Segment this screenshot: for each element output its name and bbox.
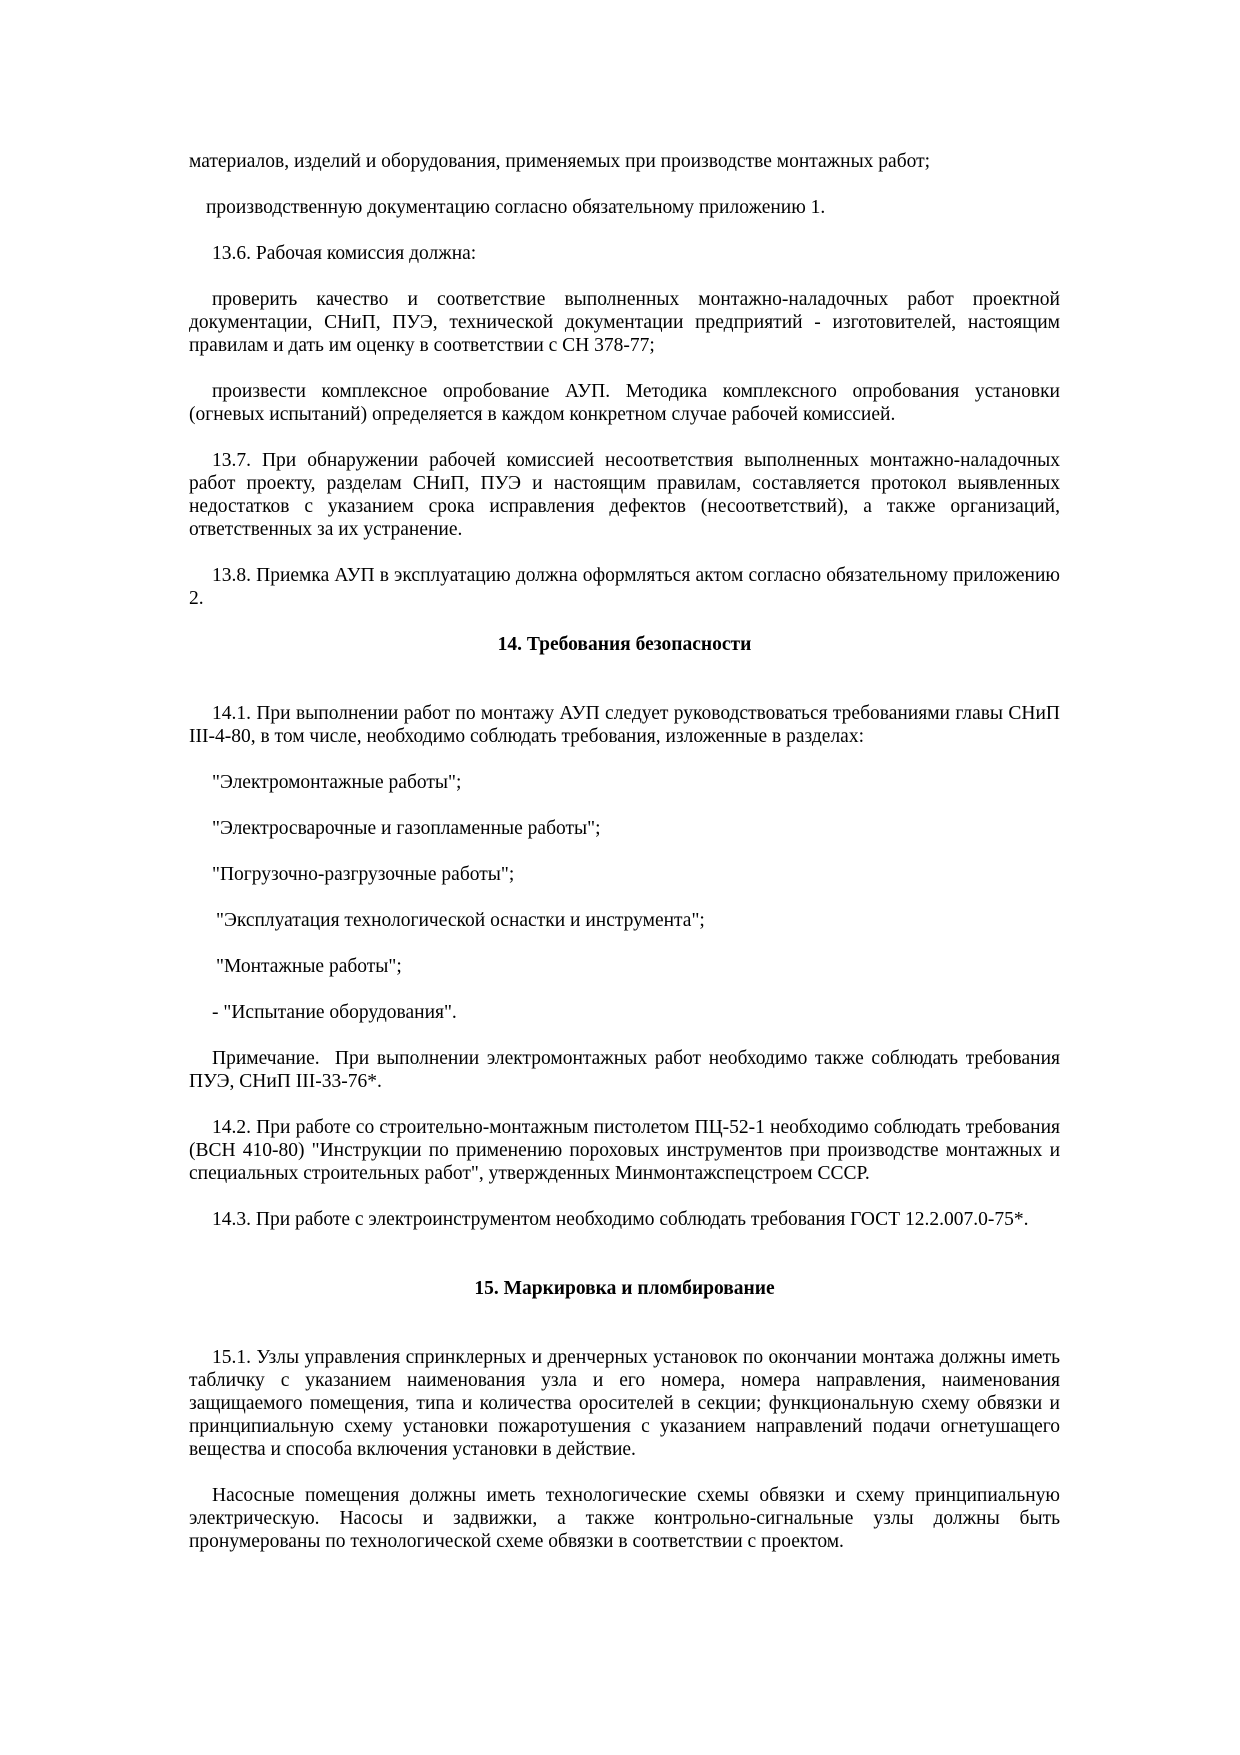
paragraph-15-1: 15.1. Узлы управления спринклерных и дренчерных установок по окончании монтажа должны иметь табличку с указанием наименования узла и его номера, номера направления, наименования защищаемого помещения, типа и количества оросителей в секции; функциональную схему обвязки и принципиальную схему установки пожаротушения с указанием направлений подачи огнетушащего вещества и способа включения установки в действие. xyxy=(189,1347,1060,1460)
paragraph-13-8: 13.8. Приемка АУП в эксплуатацию должна оформляться актом согласно обязательному приложению 2. xyxy=(189,565,1060,609)
list-item-tooling: "Эксплуатация технологической оснастки и инструмента"; xyxy=(216,910,705,931)
list-item-equipment-testing: - "Испытание оборудования". xyxy=(212,1002,457,1023)
document-page xyxy=(189,150,1065,1553)
paragraph-14-3: 14.3. При работе с электроинструментом необходимо соблюдать требования ГОСТ 12.2.007.0-75*. xyxy=(212,1209,1029,1230)
list-item-montage: "Монтажные работы"; xyxy=(216,956,402,977)
paragraph-13-7: 13.7. При обнаружении рабочей комиссией несоответствия выполненных монтажно-наладочных работ проекту, разделам СНиП, ПУЭ и настоящим правилам, составляется протокол выявленных недостатков с указанием срока исправления дефектов (несоответствий), а также организаций, ответственных за их устранение. xyxy=(189,450,1060,540)
paragraph-materials: материалов, изделий и оборудования, применяемых при производстве монтажных работ; xyxy=(189,151,931,172)
paragraph-note: Примечание. При выполнении электромонтажных работ необходимо также соблюдать требования ПУЭ, СНиП III-33-76*. xyxy=(189,1048,1065,1092)
paragraph-14-2: 14.2. При работе со строительно-монтажным пистолетом ПЦ-52-1 необходимо соблюдать требования (ВСН 410-80) "Инструкции по применению пороховых инструментов при производстве монтажных и специальных строительных работ", утвержденных Минмонтажспецстроем СССР. xyxy=(189,1117,1060,1184)
heading-section-14: 14. Требования безопасности xyxy=(497,634,752,655)
paragraph-production-docs: производственную документацию согласно обязательному приложению 1. xyxy=(206,197,826,218)
paragraph-13-6: 13.6. Рабочая комиссия должна: xyxy=(212,243,477,264)
paragraph-pump-rooms: Насосные помещения должны иметь технологические схемы обвязки и схему принципиальную электрическую. Насосы и задвижки, а также контрольно-сигнальные узлы должны быть пронумерованы по технологической схеме обвязки в соответствии с проектом. xyxy=(189,1485,1060,1552)
paragraph-14-1: 14.1. При выполнении работ по монтажу АУП следует руководствоваться требованиями главы СНиП III-4-80, в том числе, необходимо соблюдать требования, изложенные в разделах: xyxy=(189,703,1060,747)
heading-section-15: 15. Маркировка и пломбирование xyxy=(474,1278,775,1299)
list-item-loading: "Погрузочно-разгрузочные работы"; xyxy=(212,864,515,885)
list-item-electromontage: "Электромонтажные работы"; xyxy=(212,772,462,793)
list-item-welding: "Электросварочные и газопламенные работы"; xyxy=(212,818,601,839)
paragraph-complex-testing: произвести комплексное опробование АУП. Методика комплексного опробования установки (огневых испытаний) определяется в каждом конкретном случае рабочей комиссией. xyxy=(189,381,1060,425)
paragraph-check-quality: проверить качество и соответствие выполненных монтажно-наладочных работ проектной документации, СНиП, ПУЭ, технической документации предприятий - изготовителей, настоящим правилам и дать им оценку в соответствии с СН 378-77; xyxy=(189,289,1060,356)
